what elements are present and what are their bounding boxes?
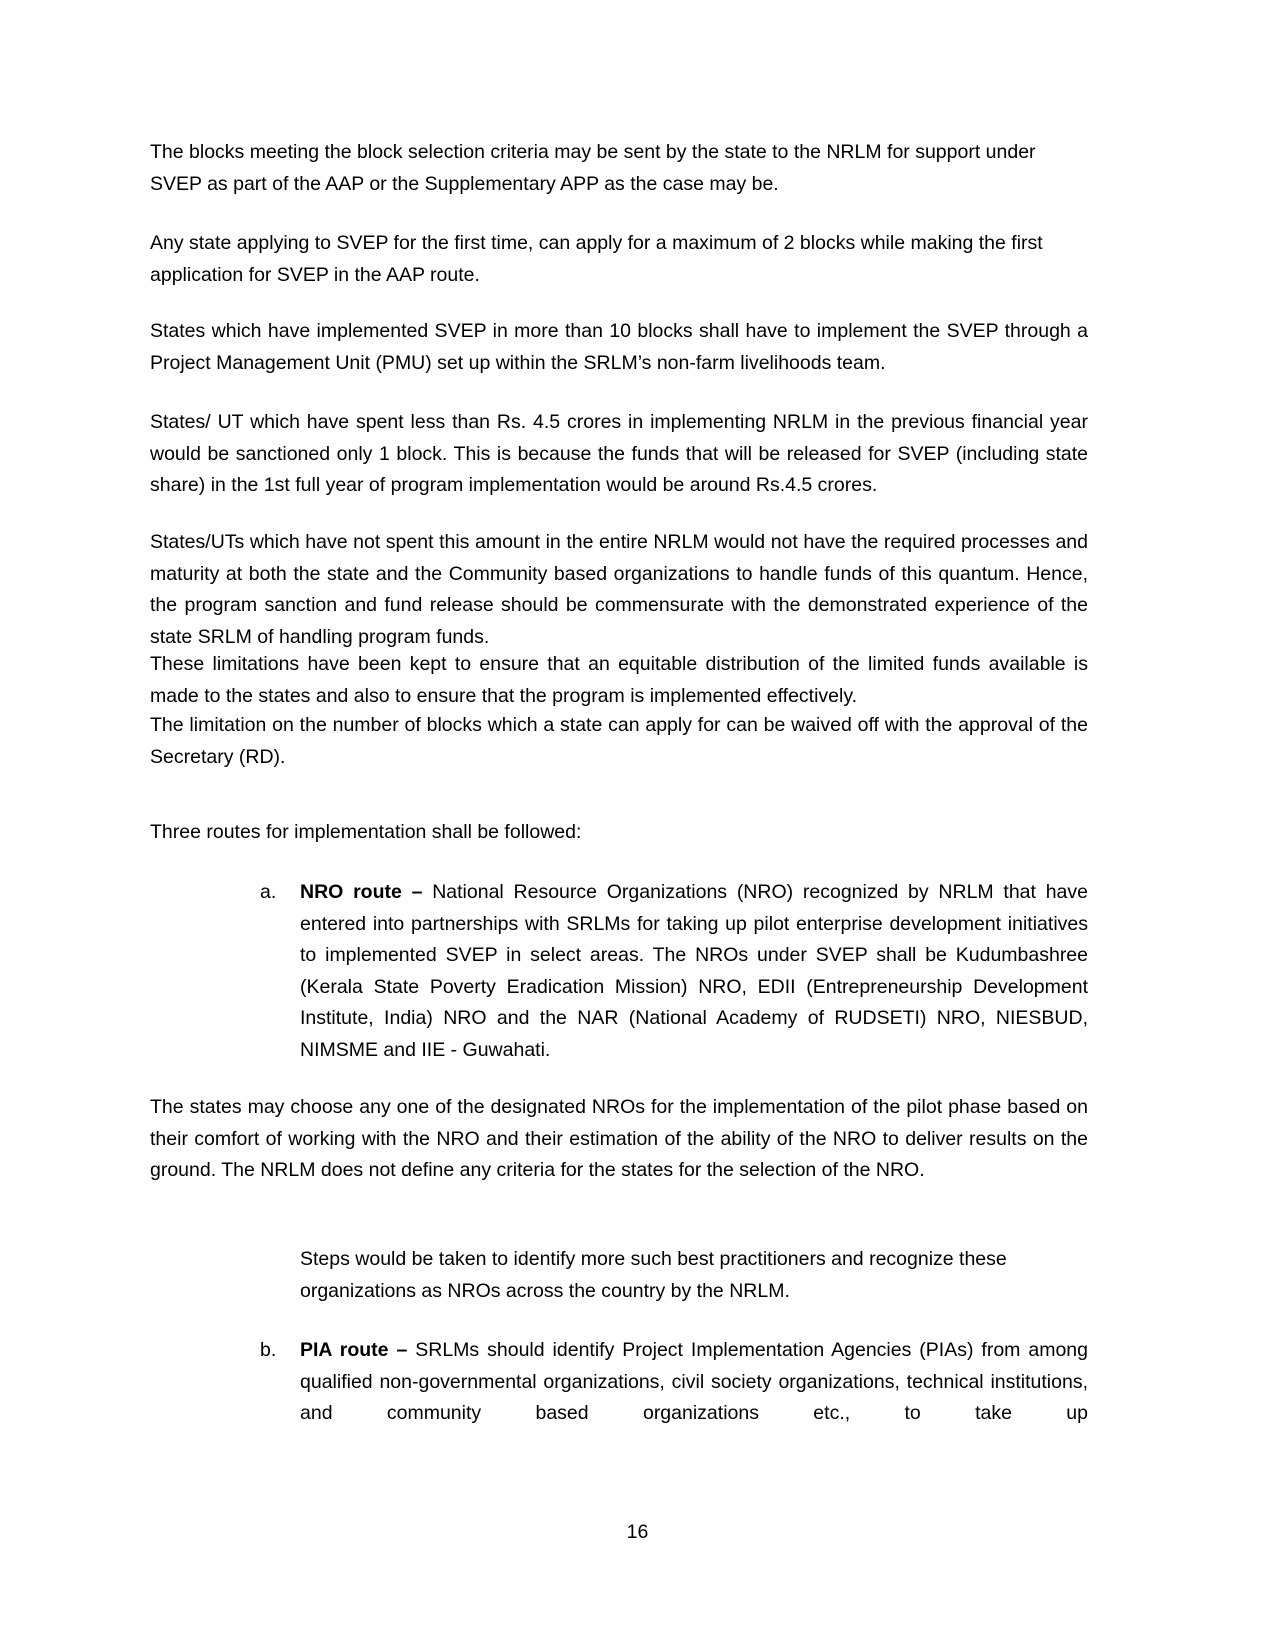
page-number: 16 <box>626 1521 649 1543</box>
list-body-pia-route <box>300 1335 1088 1430</box>
list-text-nro-route: National Resource Organizations (NRO) recognized by NRLM that have entered into partnerships with SRLMs for taking up pilot enterprise development initiatives to implemented SVEP in select areas. The NROs under SVEP shall be Kudumbashree (Kerala State Poverty Eradication Mission) NRO, EDII (Entrepreneurship Development Institute, India) NRO and the NAR (National Academy of RUDSETI) NRO, NIESBUD, NIMSME and IIE - Guwahati. <box>300 881 1088 1061</box>
paragraph-routes-intro: Three routes for implementation shall be followed: <box>150 821 582 843</box>
list-body-nro-route <box>300 877 1088 1066</box>
paragraph-processes-maturity: States/UTs which have not spent this amount in the entire NRLM would not have the required processes and maturity at both the state and the Community based organizations to handle funds of this quantum. Hence, the program sanction and fund release should be commensurate with the demonstrated experience of the state SRLM of handling program funds. <box>150 531 1088 648</box>
list-marker-a: a. <box>260 881 277 903</box>
paragraph-limitations: These limitations have been kept to ensure that an equitable distribution of the limited funds available is made to the states and also to ensure that the program is implemented effectively. <box>150 653 1088 707</box>
list-title-nro-route: NRO route – <box>300 881 423 903</box>
paragraph-state-nro-choice: The states may choose any one of the designated NROs for the implementation of the pilot phase based on their comfort of working with the NRO and their estimation of the ability of the NRO to deliver results on the ground. The NRLM does not define any criteria for the states for the selection of the NRO. <box>150 1096 1088 1181</box>
list-marker-b: b. <box>260 1339 277 1361</box>
paragraph-waiver: The limitation on the number of blocks which a state can apply for can be waived off with the approval of the Secretary (RD). <box>150 714 1088 768</box>
paragraph-first-time-application: Any state applying to SVEP for the first time, can apply for a maximum of 2 blocks while making the first application for SVEP in the AAP route. <box>150 232 1043 286</box>
paragraph-best-practitioners: Steps would be taken to identify more such best practitioners and recognize these organizations as NROs across the country by the NRLM. <box>300 1248 1007 1302</box>
list-item-nro-route <box>260 877 1088 1066</box>
list-text-pia-route: SRLMs should identify Project Implementation Agencies (PIAs) from among qualified non-governmental organizations, civil society organizations, technical institutions, and community based organizations etc., to take up <box>300 1339 1088 1424</box>
paragraph-block-selection: The blocks meeting the block selection criteria may be sent by the state to the NRLM for support under SVEP as part of the AAP or the Supplementary APP as the case may be. <box>150 141 1036 195</box>
paragraph-spending-limit: States/ UT which have spent less than Rs. 4.5 crores in implementing NRLM in the previous financial year would be sanctioned only 1 block. This is because the funds that will be released for SVEP (including state share) in the 1st full year of program implementation would be around Rs.4.5 crores. <box>150 411 1088 496</box>
list-item-pia-route <box>260 1335 1088 1430</box>
paragraph-pmu-requirement: States which have implemented SVEP in more than 10 blocks shall have to implement the SVEP through a Project Management Unit (PMU) set up within the SRLM’s non-farm livelihoods team. <box>150 320 1088 374</box>
list-title-pia-route: PIA route – <box>300 1339 408 1361</box>
